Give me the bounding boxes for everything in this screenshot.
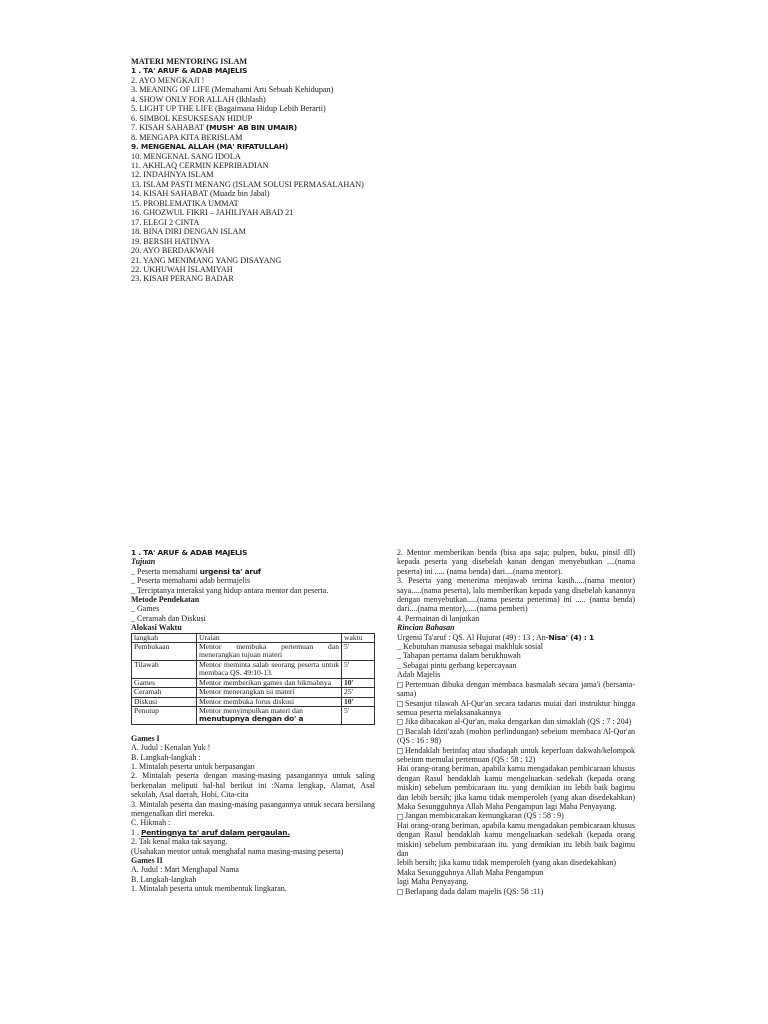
materi-item <box>131 123 431 132</box>
table-cell-uraian <box>197 643 342 661</box>
materi-item <box>131 95 431 104</box>
table-cell-langkah: Pembukaan <box>132 643 197 661</box>
materi-item-label: 4. SHOW ONLY FOR ALLAH (Ikhlash) <box>131 94 266 104</box>
ayat-translation: lebih bersih; jika kamu tidak memperoleh (yang akan disedekahkan) Maka Sesungguhnya Allah Maha Pengampun <box>397 858 617 877</box>
urgensi-line <box>397 633 635 642</box>
document-title: MATERI MENTORING ISLAM <box>131 57 248 66</box>
table-header: langkah <box>132 633 197 642</box>
materi-item <box>131 142 431 151</box>
rincian-item: _ Sebagai pintu gerbang kepercayaan <box>397 660 517 670</box>
bullet-box-icon <box>397 889 403 895</box>
bullet-box-icon <box>397 701 403 707</box>
materi-item-label: 21. YANG MENIMANG YANG DISAYANG <box>131 255 282 265</box>
materi-item-label: 22. UKHUWAH ISLAMIYAH <box>131 264 233 274</box>
bullet-box-icon <box>397 729 403 735</box>
materi-items <box>131 66 431 283</box>
materi-item-label: 20. AYO BERDAKWAH <box>131 246 215 256</box>
left-column <box>131 548 375 894</box>
adab-text: Pertemuan dibuka dengan membaca basmalah secara jama'i (bersama-sama) <box>397 679 635 699</box>
materi-item-label: 19. BERSIH HATINYA <box>131 236 210 246</box>
uraian-text: Mentor membuka pertemuan dan menerangkan tujuan materi <box>199 642 339 660</box>
bullet-box-icon <box>397 682 403 688</box>
games2-title: A. Judul : Mari Menghapal Nama <box>131 865 239 875</box>
games1-step: 2. Mintalah peserta dengan masing-masing pasangannya untuk saling berkenalan meliputi hal-hal berikut ini :Nama lengkap, Alamat, Asal sekolah, Asal daerah, Hobi, Cita-cita <box>131 771 375 800</box>
games1-note: (Usahakan mentor untuk menghafal nama masing-masing peserta) <box>131 846 344 856</box>
materi-item <box>131 180 431 189</box>
bullet-box-icon <box>397 719 403 725</box>
uraian-text: Mentor meminta salah seorang peserta untuk membaca QS. 49:10-13. <box>199 659 339 678</box>
adab-text: Jika dibacakan al-Qur'an, maka dengarkan dan simaklah (QS : 7 : 204) <box>405 717 632 727</box>
games2-step: 3. Peserta yang menerima menjawab terima kasih.....(nama mentor) saya.....(nama peserta), lalu memberikan kepada yang disebelah kanannya dengan menyebutkan.....(nama peserta penerima) ini ..... (nama benda) dari....(nama mentor),.....(nama pemberi) <box>397 576 635 614</box>
section-heading: 1 . TA' ARUF & ADAB MAJELIS <box>131 548 248 557</box>
materi-item <box>131 85 431 94</box>
tujuan-item: _ Terciptanya interaksi yang hidup antara mentor dan peserta. <box>131 585 329 595</box>
materi-item-label: 1 . TA' ARUF & ADAB MAJELIS <box>131 66 248 76</box>
materi-item-label: 8. MENGAPA KITA BERISLAM <box>131 132 243 142</box>
tujuan-text: _ Peserta memahami <box>131 566 200 576</box>
table-cell-langkah: Penutup <box>132 706 197 724</box>
materi-item-label: 17. ELEGI 2 CINTA <box>131 217 200 227</box>
table-cell-uraian <box>197 660 342 678</box>
table-row <box>132 643 375 661</box>
materi-item <box>131 265 431 274</box>
table-cell-waktu: 10' <box>342 697 375 706</box>
adab-text: Sesanjut tilawah Al-Qur'an secara tadarus muiai dari instruktur hingga semua peserta melaksanakannya <box>397 698 635 717</box>
table-cell-langkah: Ceramah <box>132 688 197 697</box>
adab-item <box>397 811 635 820</box>
adab-item <box>397 680 635 699</box>
materi-item-label: 16. GHOZWUL FIKRI – JAHILIYAH ABAD 21 <box>131 208 294 218</box>
table-cell-waktu: 5' <box>342 660 375 678</box>
metode-item: _ Ceramah dan Diskusi <box>131 613 206 623</box>
materi-item-label: 7. KISAH SAHABAT <box>131 123 206 133</box>
tujuan-label: Tujuan <box>131 557 156 567</box>
table-cell-langkah: Tilawah <box>132 660 197 678</box>
materi-list <box>131 57 431 284</box>
materi-item <box>131 104 431 113</box>
materi-item-handwritten: (MUSH' AB BIN UMAIR) <box>205 123 297 133</box>
adab-text: Jangan membicarakan kemungkaran (QS : 58 : 9) <box>405 811 564 821</box>
ayat-translation: lagi Maha Penyayang. <box>397 877 469 887</box>
materi-item <box>131 237 431 246</box>
metode-item: _ Games <box>131 604 160 614</box>
games2-step: 2. Mentor memberikan benda (bisa apa saja; pulpen, buku, pinsil dll) kepada peserta yang disebelah kanan dengan menyebutkan ....(nama peserta) ini ..... (nama benda) dari....(nama mentor). <box>397 548 635 576</box>
uraian-handwritten: menutupnya dengan do' a <box>199 714 304 724</box>
tujuan-item <box>131 567 375 576</box>
games2-label: Games II <box>131 856 163 865</box>
tujuan-item: _ Peserta memahami adab bermajelis <box>131 576 251 586</box>
table-cell-waktu: 25' <box>342 688 375 697</box>
materi-item-label: 14. KISAH SAHABAT (Muadz bin Jabal) <box>131 189 270 199</box>
table-cell-langkah: Games <box>132 678 197 687</box>
materi-item-label: 10. MENGENAL SANG IDOLA <box>131 151 241 161</box>
hikmah-number: 1 . <box>131 827 141 837</box>
games2-steps-label: B. Langkah-langkah <box>131 874 197 884</box>
table-header: waktu <box>342 633 375 642</box>
urgensi-text: Urgensi Ta'aruf : QS. Al Hujurat (49) : 13 ; An- <box>397 632 549 642</box>
table-row <box>132 706 375 724</box>
alokasi-label: Alokasi Waktu <box>131 623 182 633</box>
alokasi-table <box>131 633 375 725</box>
materi-item <box>131 152 431 161</box>
materi-item <box>131 133 431 142</box>
uraian-text: Mentor menerangkan isi materi <box>199 687 295 697</box>
table-header: Uraian <box>197 633 342 642</box>
games1-title: A. Judul : Kenalan Yuk ! <box>131 743 211 753</box>
materi-item <box>131 76 431 85</box>
materi-item-label: 5. LIGHT UP THE LIFE (Bagaimana Hidup Lebih Berarti) <box>131 104 326 114</box>
adab-label: Adab Majelis <box>397 670 441 680</box>
rincian-item: _ Kebutuhan manusia sebagai makhluk sosial <box>397 642 543 652</box>
games1-step: 3. Mintalah peserta dan masing-masing pasangannya untuk secara bersilang mengenalkan diri mereka. <box>131 799 375 818</box>
uraian-text: Mentor menyimpulkan materi dan <box>199 705 303 715</box>
games2-step: 4. Permainan di lanjutkan <box>397 613 480 623</box>
adab-text: Bacalah Idzti'azah (mohon perlindungan) sebeium membaca Al-Qur'an (QS : 16 : 98) <box>397 726 635 746</box>
table-row <box>132 660 375 678</box>
adab-item <box>397 887 635 896</box>
materi-item <box>131 170 431 179</box>
materi-item-label: 13. ISLAM PASTI MENANG (ISLAM SOLUSI PERMASALAHAN) <box>131 179 364 189</box>
games1-step: 1. Mintalah peserta untuk berpasangan <box>131 761 255 771</box>
materi-item <box>131 208 431 217</box>
adab-text: Berlapang dada dalam majelis (QS: 58 :11) <box>405 886 544 896</box>
adab-item <box>397 699 635 718</box>
adab-item <box>397 727 635 746</box>
materi-item-label: 23. KISAH PERANG BADAR <box>131 274 234 284</box>
games1-label: Games I <box>131 733 160 743</box>
materi-item-label: 18. BINA DIRI DENGAN ISLAM <box>131 227 246 237</box>
adab-text: Hendaklah berinfaq atau shadaqah untuk keperluan dakwah/kelompok sebeium memulai pertemuan (QS : 58 : 12) <box>397 745 635 764</box>
games1-hikmah: 2. Tak kenal maka tak sayang. <box>131 837 228 847</box>
table-cell-langkah: Diskusi <box>132 697 197 706</box>
table-cell-waktu: 5' <box>342 706 375 724</box>
ayat-translation: Hai orang-orang beriman, apabila kamu mengadakan pembicaraan khusus dengan Rasul hendaklah kamu mengeluarkan sedekah (kepada orang miskin) sebelum pembicaraan itu. yang demikian itu lebih baik bagimu dan lebih bersih; jika kamu tidak memperoleh (yang akan disedekahkan) Maka Sesungguhnya Allah Maha Pengampun lagi Maha Penyayang. <box>397 764 635 811</box>
materi-item-label: 9. MENGENAL ALLAH (MA' RIFATULLAH) <box>131 142 289 152</box>
table-cell-uraian <box>197 706 342 724</box>
materi-item <box>131 161 431 170</box>
materi-item <box>131 218 431 227</box>
materi-item <box>131 227 431 236</box>
hikmah-handwritten: Pentingnya ta' aruf dalam pergaulan. <box>141 827 290 837</box>
games1-steps-label: B. Langkah-langkah : <box>131 752 201 762</box>
materi-item <box>131 274 431 283</box>
materi-item <box>131 256 431 265</box>
games1-hikmah-label: C. Hikmah : <box>131 818 171 828</box>
materi-item-label: 6. SIMBOL KESUKSESAN HIDUP <box>131 113 253 123</box>
tujuan-handwritten: urgensi ta' aruf <box>199 566 261 576</box>
right-column <box>397 548 635 896</box>
materi-item <box>131 246 431 255</box>
materi-item <box>131 66 431 75</box>
adab-item <box>397 717 635 726</box>
bullet-box-icon <box>397 814 403 820</box>
table-cell-waktu: 5' <box>342 643 375 661</box>
games2-step: 1. Mintalah peserta untuk membentuk lingkaran. <box>131 884 287 894</box>
materi-item-label: 3. MEANING OF LIFE (Memahami Arti Sebuah Kehidupan) <box>131 85 334 95</box>
uraian-text: Mentor memberikan games dan hikmahnya <box>199 677 332 687</box>
ayat-translation: Hai orang-orang beriman, apabila kamu mengadakan pembicaraan khusus dengan Rasul hendaklah kamu mengeluarkan sedekah (kepada orang miskin) sebelum pembicaraan itu. yang demikian itu lebih baik bagimu dan <box>397 820 635 858</box>
adab-item <box>397 746 635 765</box>
table-cell-waktu: 10' <box>342 678 375 687</box>
materi-item-label: 2. AYO MENGKAJI ! <box>131 75 205 85</box>
games1-hikmah <box>131 828 375 837</box>
urgensi-handwritten: Nisa' (4) : 1 <box>548 632 594 642</box>
bullet-box-icon <box>397 748 403 754</box>
materi-item-label: 12. INDAHNYA ISLAM <box>131 170 214 180</box>
materi-item-label: 11. AKHLAQ CERMIN KEPRIBADIAN <box>131 160 269 170</box>
uraian-text: Mentor membuka forus diskusi <box>199 696 295 706</box>
materi-item-label: 15. PROBLEMATIKA UMMAT <box>131 198 239 208</box>
metode-label: Metode Pendekatan <box>131 595 200 605</box>
materi-item <box>131 199 431 208</box>
materi-item <box>131 189 431 198</box>
rincian-label: Rincian Bahasan <box>397 623 455 633</box>
materi-item <box>131 114 431 123</box>
rincian-item: _ Tahapan pertama dalam berukhuwah <box>397 651 521 661</box>
